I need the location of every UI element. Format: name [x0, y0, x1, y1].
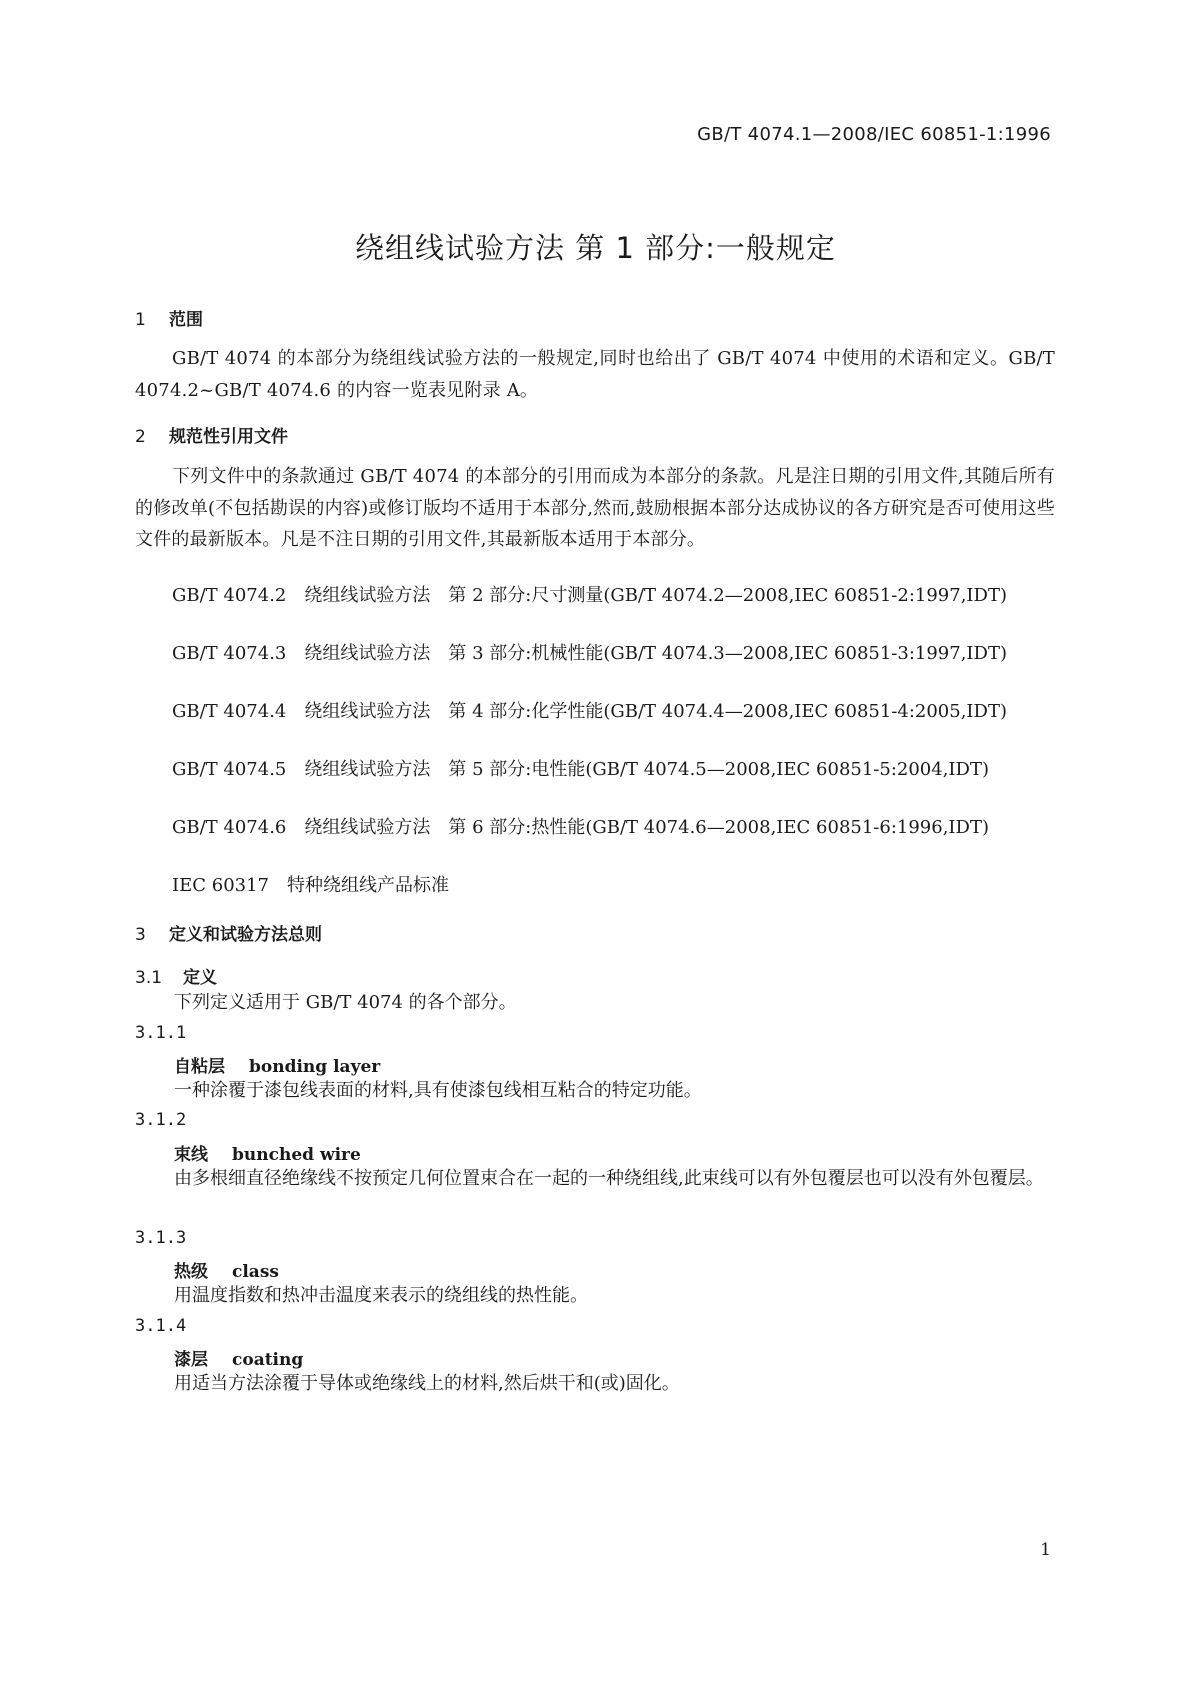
subsection-title: 定义 — [183, 968, 217, 988]
term-en: bonding layer — [249, 1057, 381, 1077]
term-definition: 由多根细直径绝缘线不按预定几何位置束合在一起的一种绕组线,此束线可以有外包覆层也可以没有外包覆层。 — [174, 1168, 1044, 1189]
section-title: 范围 — [169, 310, 203, 330]
section-number: 2 — [135, 427, 146, 447]
reference-detail: (GB/T 4074.2—2008,IEC 60851-2:1997,IDT) — [603, 585, 1007, 606]
term-zh: 束线 — [174, 1145, 208, 1165]
page-number: 1 — [1040, 1540, 1051, 1560]
section-2-heading — [135, 422, 288, 447]
term-heading — [174, 1257, 279, 1282]
reference-detail: (GB/T 4074.3—2008,IEC 60851-3:1997,IDT) — [603, 643, 1007, 664]
term-zh: 热级 — [174, 1262, 208, 1282]
term-en: coating — [232, 1350, 304, 1370]
reference-item — [135, 638, 1055, 670]
term-en: bunched wire — [232, 1145, 361, 1165]
term-number: 3.1.1 — [135, 1023, 187, 1043]
reference-detail: (GB/T 4074.5—2008,IEC 60851-5:2004,IDT) — [585, 759, 989, 780]
reference-title: 特种绕组线产品标准 — [287, 875, 450, 896]
reference-detail: (GB/T 4074.4—2008,IEC 60851-4:2005,IDT) — [603, 701, 1007, 722]
reference-code: GB/T 4074.2 — [172, 585, 287, 606]
reference-title: 绕组线试验方法 — [304, 817, 431, 838]
reference-code: GB/T 4074.3 — [172, 643, 287, 664]
section-title: 定义和试验方法总则 — [169, 925, 322, 945]
term-en: class — [232, 1262, 279, 1282]
reference-item — [135, 812, 1055, 844]
term-definition: 用适当方法涂覆于导体或绝缘线上的材料,然后烘干和(或)固化。 — [174, 1373, 680, 1394]
section-1-heading — [135, 305, 203, 330]
document-title: 绕组线试验方法 第 1 部分:一般规定 — [355, 231, 836, 265]
term-zh: 漆层 — [174, 1350, 208, 1370]
reference-code: GB/T 4074.4 — [172, 701, 287, 722]
reference-part: 第 5 部分:电性能 — [448, 759, 586, 780]
section-number: 3 — [135, 925, 146, 945]
standard-number: GB/T 4074.1—2008/IEC 60851-1:1996 — [697, 124, 1051, 145]
reference-code: GB/T 4074.5 — [172, 759, 287, 780]
reference-part: 第 2 部分:尺寸测量 — [448, 585, 604, 606]
reference-part: 第 3 部分:机械性能 — [448, 643, 604, 664]
term-number: 3.1.3 — [135, 1228, 187, 1248]
section-number: 1 — [135, 310, 146, 330]
subsection-number: 3.1 — [135, 968, 163, 988]
section-title: 规范性引用文件 — [169, 427, 288, 447]
reference-item — [135, 580, 1055, 612]
definitions-intro: 下列定义适用于 GB/T 4074 的各个部分。 — [174, 992, 517, 1013]
section-1-paragraph: GB/T 4074 的本部分为绕组线试验方法的一般规定,同时也给出了 GB/T 4074 中使用的术语和定义。GB/T 4074.2~GB/T 4074.6 的内容一览表见附录 A。 — [135, 348, 1055, 401]
subsection-3-1-heading — [135, 963, 217, 988]
reference-title: 绕组线试验方法 — [304, 643, 431, 664]
term-definition: 一种涂覆于漆包线表面的材料,具有使漆包线相互粘合的特定功能。 — [174, 1080, 702, 1101]
term-number: 3.1.2 — [135, 1110, 187, 1130]
reference-title: 绕组线试验方法 — [304, 585, 431, 606]
reference-part: 第 6 部分:热性能 — [448, 817, 586, 838]
reference-part: 第 4 部分:化学性能 — [448, 701, 604, 722]
term-number: 3.1.4 — [135, 1316, 187, 1336]
term-definition: 用温度指数和热冲击温度来表示的绕组线的热性能。 — [174, 1285, 588, 1306]
reference-item — [135, 870, 1055, 902]
term-heading — [174, 1052, 380, 1077]
section-3-heading — [135, 920, 322, 945]
reference-item — [135, 754, 1055, 786]
section-2-paragraph: 下列文件中的条款通过 GB/T 4074 的本部分的引用而成为本部分的条款。凡是注日期的引用文件,其随后所有的修改单(不包括勘误的内容)或修订版均不适用于本部分,然而,鼓励根据本部分达成协议的各方研究是否可使用这些文件的最新版本。凡是不注日期的引用文件,其最新版本适用于本部分。 — [135, 466, 1055, 550]
reference-title: 绕组线试验方法 — [304, 759, 431, 780]
reference-item — [135, 696, 1055, 728]
reference-detail: (GB/T 4074.6—2008,IEC 60851-6:1996,IDT) — [585, 817, 989, 838]
term-zh: 自粘层 — [174, 1057, 225, 1077]
term-heading — [174, 1140, 361, 1165]
reference-title: 绕组线试验方法 — [304, 701, 431, 722]
term-heading — [174, 1345, 303, 1370]
reference-code: GB/T 4074.6 — [172, 817, 287, 838]
reference-code: IEC 60317 — [172, 875, 270, 896]
